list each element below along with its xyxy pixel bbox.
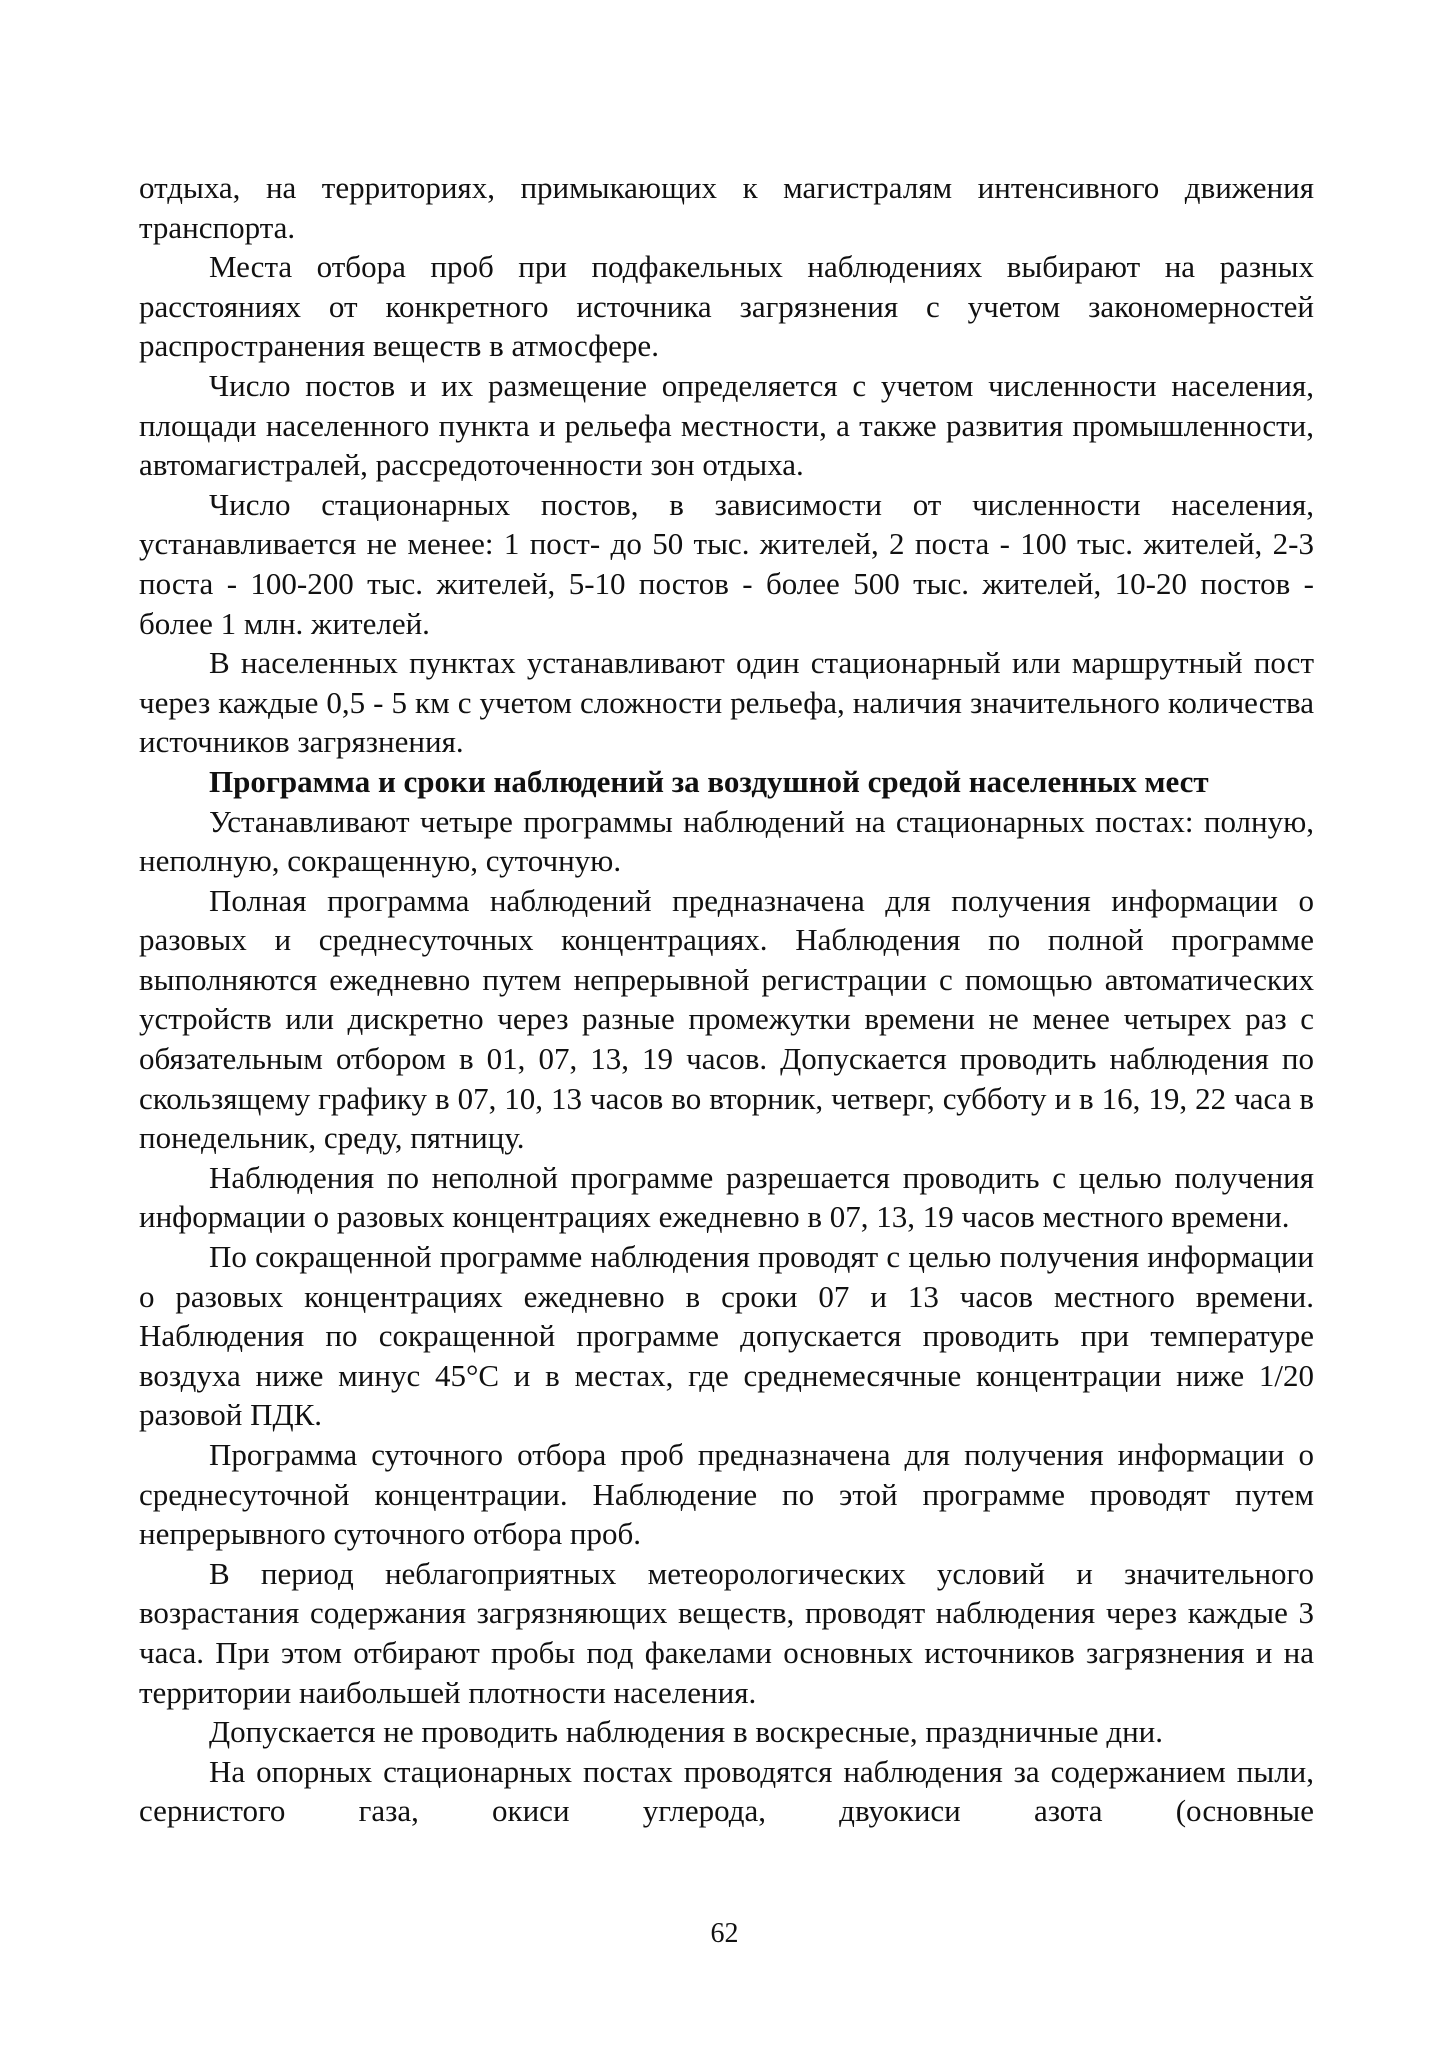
page-number: 62 — [710, 1918, 739, 1949]
document-page — [139, 168, 1314, 1831]
paragraph: По сокращенной программе наблюдения проводят с целью получения информации о разовых концентрациях ежедневно в сроки 07 и 13 часов местного времени. Наблюдения по сокращенной программе допускается проводить при температуре воздуха ниже минус 45°С и в местах, где среднемесячные концентрации ниже 1/20 разовой ПДК. — [139, 1239, 1314, 1433]
paragraph: Места отбора проб при подфакельных наблюдениях выбирают на разных расстояниях от конкретного источника загрязнения с учетом закономерностей распространения веществ в атмосфере. — [139, 249, 1314, 364]
paragraph: В период неблагоприятных метеорологических условий и значительного возрастания содержания загрязняющих веществ, проводят наблюдения через каждые 3 часа. При этом отбирают пробы под факелами основных источников загрязнения и на территории наибольшей плотности населения. — [139, 1555, 1314, 1710]
section-heading: Программа и сроки наблюдений за воздушной средой населенных мест — [209, 763, 1209, 799]
paragraph: Число постов и их размещение определяется с учетом численности населения, площади населенного пункта и рельефа местности, а также развития промышленности, автомагистралей, рассредоточенности зон отдыха. — [139, 367, 1314, 483]
paragraph: Наблюдения по неполной программе разрешается проводить с целью получения информации о разовых концентрациях ежедневно в 07, 13, 19 часов местного времени. — [139, 1159, 1314, 1235]
paragraph: отдыха, на территориях, примыкающих к магистралям интенсивного движения транспорта. — [139, 170, 1314, 245]
paragraph: Полная программа наблюдений предназначена для получения информации о разовых и среднесуточных концентрациях. Наблюдения по полной программе выполняются ежедневно путем непрерывной регистрации с помощью автоматических устройств или дискретно через разные промежутки времени не менее четырех раз с обязательным отбором в 01, 07, 13, 19 часов. Допускается проводить наблюдения по скользящему графику в 07, 10, 13 часов во вторник, четверг, субботу и в 16, 19, 22 часа в понедельник, среду, пятницу. — [139, 882, 1314, 1156]
paragraph: В населенных пунктах устанавливают один стационарный или маршрутный пост через каждые 0,5 - 5 км с учетом сложности рельефа, наличия значительного количества источников загрязнения. — [139, 645, 1314, 760]
paragraph: Допускается не проводить наблюдения в воскресные, праздничные дни. — [209, 1714, 1164, 1750]
paragraph: Число стационарных постов, в зависимости от численности населения, устанавливается не менее: 1 пост- до 50 тыс. жителей, 2 поста - 100 тыс. жителей, 2-3 поста - 100-200 тыс. жителей, 5-10 постов - более 500 тыс. жителей, 10-20 постов - более 1 млн. жителей. — [139, 486, 1314, 641]
paragraph: На опорных стационарных постах проводятся наблюдения за содержанием пыли, сернистого газа, окиси углерода, двуокиси азота (основные — [139, 1753, 1314, 1829]
paragraph: Устанавливают четыре программы наблюдений на стационарных постах: полную, неполную, сокращенную, суточную. — [139, 803, 1314, 879]
paragraph: Программа суточного отбора проб предназначена для получения информации о среднесуточной концентрации. Наблюдение по этой программе проводят путем непрерывного суточного отбора проб. — [139, 1437, 1314, 1552]
